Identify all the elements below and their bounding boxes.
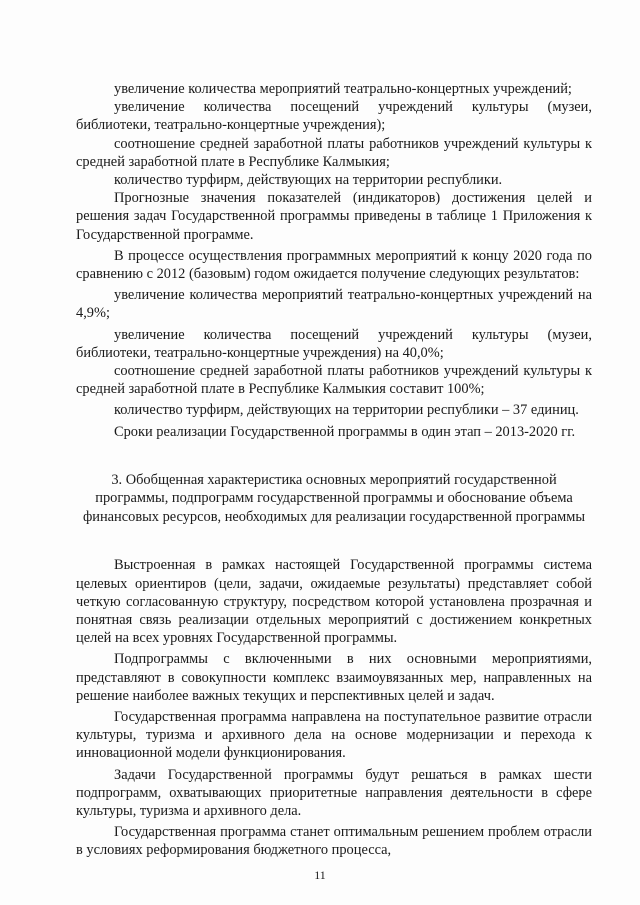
paragraph: увеличение количества посещений учреждений культуры (музеи, библиотеки, театрально-концертные учреждения); [76, 99, 592, 134]
paragraph: Государственная программа направлена на поступательное развитие отрасли культуры, туризма и архивного дела на основе модернизации и перехода к инновационной модели функционирования. [76, 708, 592, 762]
section-heading: 3. Обобщенная характеристика основных мероприятий государственной программы, подпрограмм государственной программы и обоснование объема финансовых ресурсов, необходимых для реализации государственной программы [82, 471, 586, 525]
paragraph: Задачи Государственной программы будут решаться в рамках шести подпрограмм, охватывающих приоритетные направления деятельности в сфере культуры, туризма и архивного дела. [76, 766, 592, 819]
paragraph: Сроки реализации Государственной программы в один этап – 2013-2020 гг. [114, 423, 576, 440]
page-number: 11 [314, 868, 326, 882]
paragraph: количество турфирм, действующих на территории республики. [114, 172, 503, 189]
paragraph: количество турфирм, действующих на территории республики – 37 единиц. [114, 402, 579, 419]
paragraph: В процессе осуществления программных мероприятий к концу 2020 года по сравнению с 2012 (базовым) годом ожидается получение следующих результатов: [76, 247, 592, 283]
paragraph: соотношение средней заработной платы работников учреждений культуры к средней заработной плате в Республике Калмыкия; [76, 135, 592, 170]
section-characteristics [76, 556, 592, 859]
paragraph: увеличение количества мероприятий театрально-концертных учреждений на 4,9%; [76, 287, 592, 322]
paragraph: увеличение количества мероприятий театрально-концертных учреждений; [114, 81, 572, 97]
paragraph: увеличение количества посещений учреждений культуры (музеи, библиотеки, театрально-концертные учреждения) на 40,0%; [76, 326, 592, 361]
paragraph: Прогнозные значения показателей (индикаторов) достижения целей и решения задач Государственной программы приведены в таблице 1 Приложения к Государственной программе. [76, 190, 592, 243]
page-content [76, 80, 592, 860]
paragraph: Выстроенная в рамках настоящей Государственной программы система целевых ориентиров (цели, задачи, ожидаемые результаты) представляет собой четкую согласованную структуру, посредством которой установлена прозрачная и понятная связь реализации отдельных мероприятий с достижением конкретных целей на всех уровнях Государственной программы. [76, 557, 592, 647]
paragraph: Подпрограммы с включенными в них основными мероприятиями, представляют в совокупности комплекс взаимоувязанных мер, направленных на решение наиболее важных текущих и перспективных целей и задач. [76, 651, 592, 704]
paragraph: Государственная программа станет оптимальным решением проблем отрасли в условиях реформирования бюджетного процесса, [76, 824, 592, 859]
section-results [76, 80, 592, 441]
paragraph: соотношение средней заработной платы работников учреждений культуры к средней заработной плате в Республике Калмыкия составит 100%; [76, 363, 592, 398]
